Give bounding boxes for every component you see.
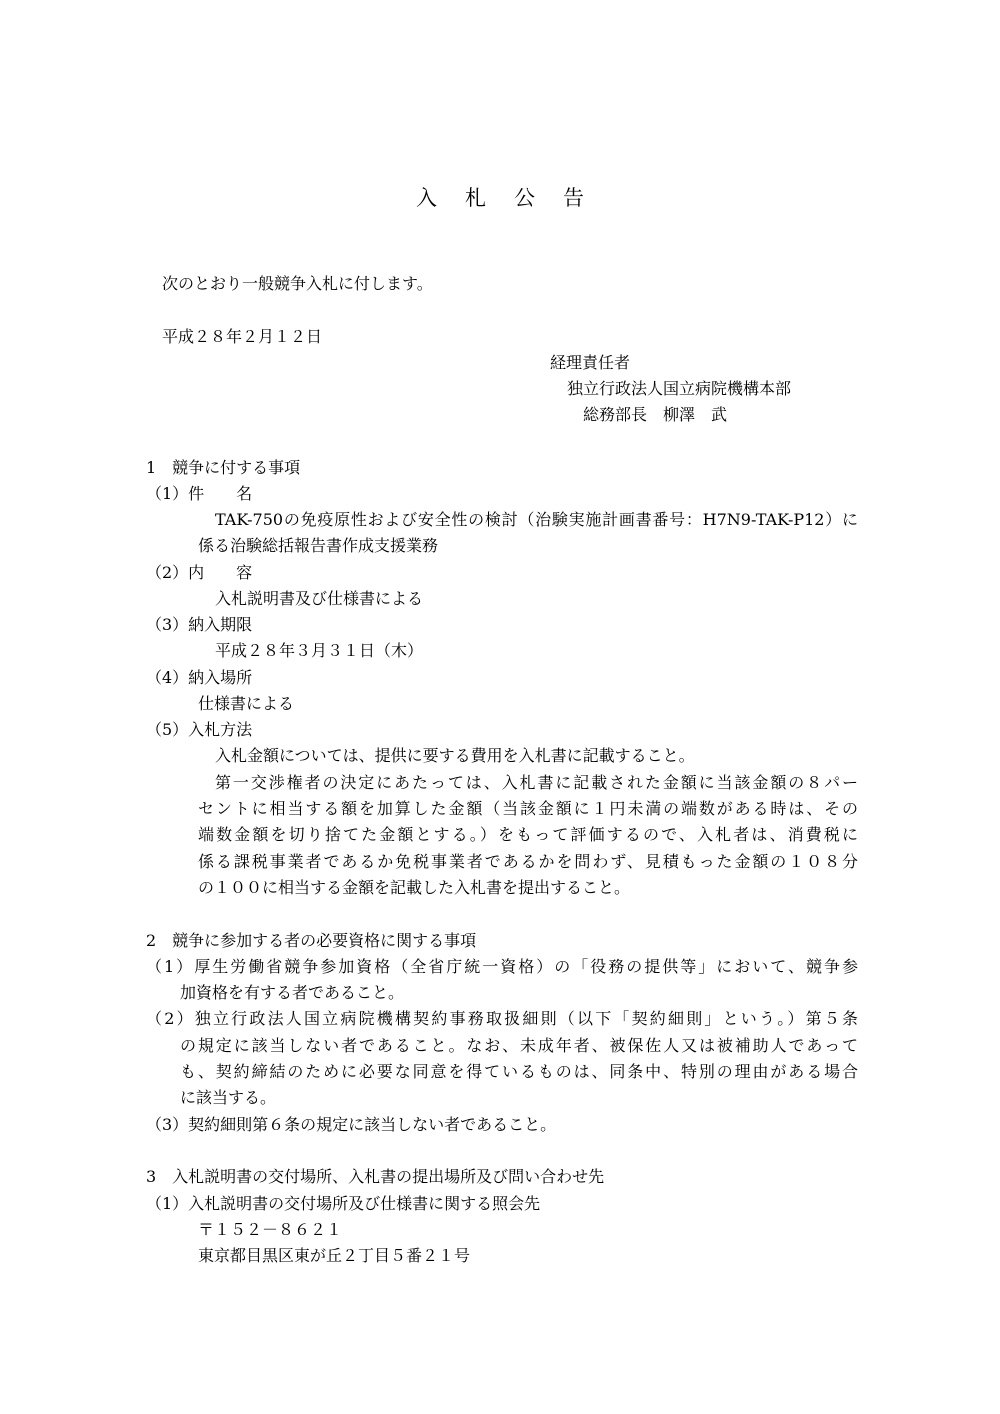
section-1-item-3-text: 平成２８年３月３１日（木） <box>215 641 424 660</box>
address: 東京都目黒区東が丘２丁目５番２１号 <box>198 1246 471 1265</box>
section-1-item-1-text-cont: 係る治験総括報告書作成支援業務 <box>198 536 439 555</box>
section-1-item-3-label: （3）納入期限 <box>146 615 253 634</box>
section-2-item-2-text-cont: も、契約締結のために必要な同意を得ているものは、同条中、特別の理由がある場合 <box>180 1062 858 1081</box>
section-3-heading: 3 入札説明書の交付場所、入札書の提出場所及び問い合わせ先 <box>146 1167 605 1186</box>
section-2-item-1-text: （1）厚生労働省競争参加資格（全省庁統一資格）の「役務の提供等」において、競争参 <box>146 957 858 976</box>
issuer-role: 経理責任者 <box>550 353 631 372</box>
section-1-item-5-text: 入札金額については、提供に要する費用を入札書に記載すること。 <box>215 746 695 765</box>
document-title: 入札公告 <box>416 186 612 210</box>
intro-text: 次のとおり一般競争入札に付します。 <box>162 274 433 293</box>
section-1-item-5-label: （5）入札方法 <box>146 720 253 739</box>
section-2-heading: 2 競争に参加する者の必要資格に関する事項 <box>146 931 477 950</box>
section-1-item-5-text: セントに相当する額を加算した金額（当該金額に１円未満の端数がある時は、その <box>198 799 858 818</box>
issuer-person: 総務部長 柳澤 武 <box>583 405 728 424</box>
section-1-item-5-text: 第一交渉権者の決定にあたっては、入札書に記載された金額に当該金額の８パー <box>215 773 858 792</box>
section-2-item-1-text-cont: 加資格を有する者であること。 <box>180 983 405 1002</box>
section-2-item-2-text: （2）独立行政法人国立病院機構契約事務取扱細則（以下「契約細則」という。）第５条 <box>146 1009 858 1028</box>
section-2-item-2-text-cont: に該当する。 <box>180 1088 277 1107</box>
section-1-item-2-label: （2）内 容 <box>146 563 253 582</box>
section-3-item-1-label: （1）入札説明書の交付場所及び仕様書に関する照会先 <box>146 1194 541 1213</box>
section-1-item-5-text: 端数金額を切り捨てた金額とする。）をもって評価するので、入札者は、消費税に <box>198 825 858 844</box>
section-1-heading: 1 競争に付する事項 <box>146 458 301 477</box>
section-1-item-5-text: 係る課税事業者であるか免税事業者であるかを問わず、見積もった金額の１０８分 <box>198 852 858 871</box>
notice-date: 平成２８年２月１２日 <box>162 327 323 346</box>
issuer-organization: 独立行政法人国立病院機構本部 <box>567 379 792 398</box>
section-1-item-2-text: 入札説明書及び仕様書による <box>215 589 424 608</box>
section-1-item-1-text: TAK-750の免疫原性および安全性の検討（治験実施計画書番号：H7N9-TAK-P12）に <box>215 510 858 529</box>
section-1-item-4-label: （4）納入場所 <box>146 668 253 687</box>
section-2-item-3-text: （3）契約細則第６条の規定に該当しない者であること。 <box>146 1115 557 1134</box>
section-1-item-1-label: （1）件 名 <box>146 484 253 503</box>
section-1-item-5-text: の１００に相当する金額を記載した入札書を提出すること。 <box>198 878 631 897</box>
section-2-item-2-text-cont: の規定に該当しない者であること。なお、未成年者、被保佐人又は被補助人であって <box>180 1036 858 1055</box>
section-1-item-4-text: 仕様書による <box>198 694 295 713</box>
postal-code: 〒１５２－８６２１ <box>198 1220 343 1239</box>
